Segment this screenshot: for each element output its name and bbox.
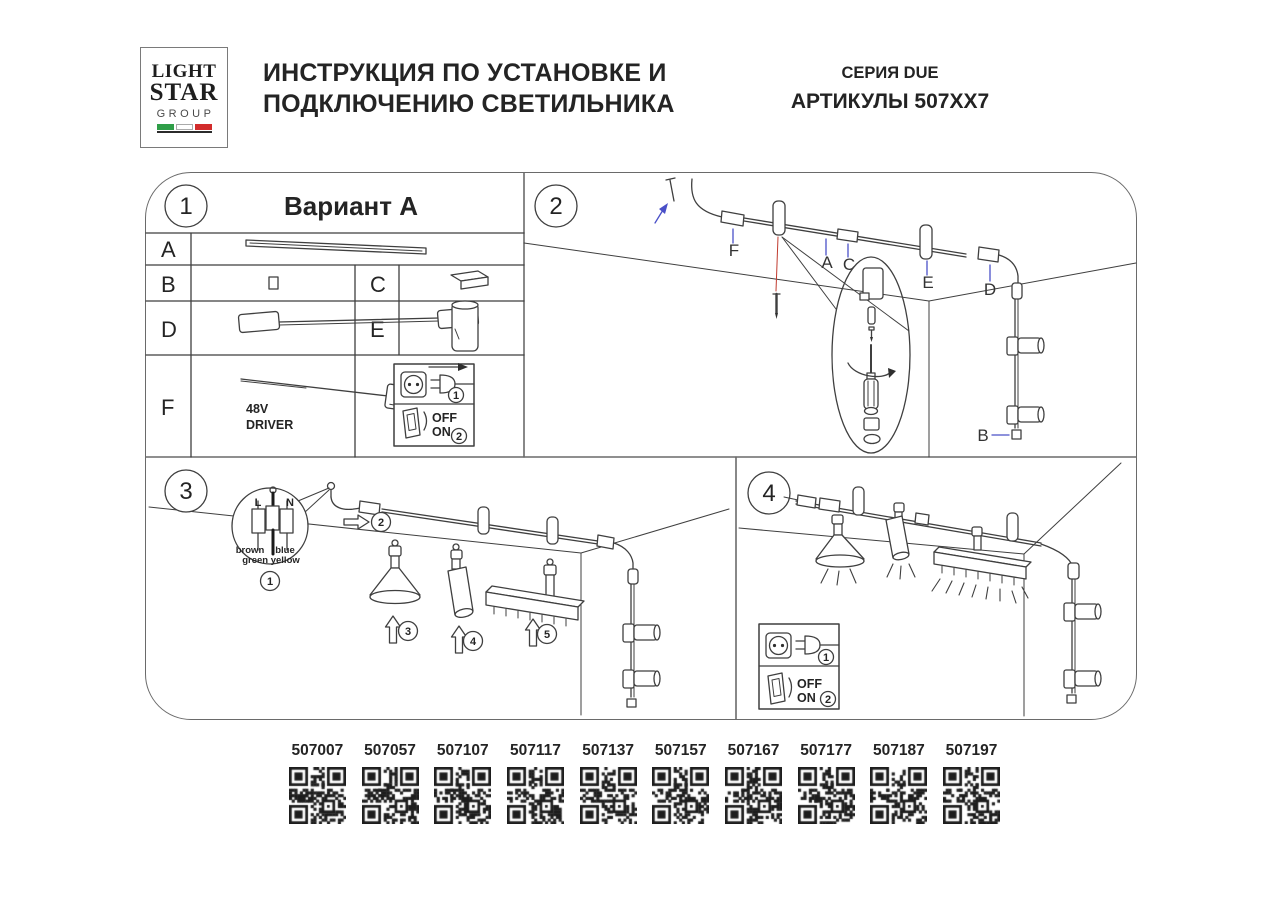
ceiling-hook-cable bbox=[328, 483, 361, 510]
cylinder-spot-installed bbox=[886, 503, 915, 579]
linear-lamp bbox=[486, 559, 584, 626]
qr-code bbox=[434, 767, 491, 824]
screwdriver-icon bbox=[864, 345, 878, 415]
part-d-flex-connector-drawing bbox=[238, 307, 478, 332]
wall-spot-1 bbox=[1007, 337, 1044, 355]
wire-green-yellow-label: green yellow bbox=[242, 555, 300, 566]
row-label-a: A bbox=[161, 237, 176, 262]
svg-text:4: 4 bbox=[469, 636, 477, 648]
article-number: 507157 bbox=[654, 742, 707, 759]
cone-lamp-installed bbox=[816, 515, 864, 585]
svg-text:2: 2 bbox=[824, 694, 832, 706]
wire-blue-label: blue bbox=[275, 545, 295, 556]
article-number: 507137 bbox=[582, 742, 634, 759]
screw-direction-arrow bbox=[655, 203, 668, 223]
articles-row bbox=[281, 742, 1008, 824]
article-number: 507117 bbox=[509, 742, 561, 759]
step-2-badge bbox=[535, 185, 577, 227]
svg-text:2: 2 bbox=[549, 193, 563, 220]
anchor-screw-callout bbox=[773, 237, 780, 319]
svg-text:1: 1 bbox=[266, 576, 274, 588]
article-item bbox=[863, 742, 936, 824]
row-label-c: C bbox=[370, 272, 386, 297]
qr-code bbox=[507, 767, 564, 824]
series-block bbox=[740, 64, 1040, 114]
light-rays bbox=[821, 569, 856, 585]
driver-name-label: DRIVER bbox=[246, 418, 294, 432]
qr-code bbox=[798, 767, 855, 824]
svg-text:2: 2 bbox=[377, 517, 385, 529]
series-articles: АРТИКУЛЫ 507XX7 bbox=[790, 90, 990, 113]
svg-text:4: 4 bbox=[762, 480, 776, 507]
lightstar-logo bbox=[140, 47, 228, 148]
article-item bbox=[426, 742, 499, 824]
article-item bbox=[572, 742, 645, 824]
row-label-b: B bbox=[161, 272, 176, 297]
slide-arrow bbox=[344, 515, 369, 529]
wall-track-assembly bbox=[623, 569, 660, 707]
flag-white-segment bbox=[176, 124, 193, 130]
part-b-endcap-drawing bbox=[269, 277, 278, 289]
panel-4-final-diagram bbox=[736, 457, 1136, 719]
wire-n-label: N bbox=[286, 497, 294, 509]
part-e-standoff-drawing bbox=[452, 301, 478, 351]
part-a-track-drawing bbox=[246, 240, 426, 254]
step-badge-3 bbox=[399, 622, 418, 641]
step-badge-switch bbox=[821, 692, 836, 707]
wall-track-assembly bbox=[1041, 544, 1101, 703]
part-c-connector-drawing bbox=[451, 271, 488, 289]
article-number: 507007 bbox=[291, 742, 344, 759]
svg-text:1: 1 bbox=[452, 390, 460, 402]
title-line-2: ПОДКЛЮЧЕНИЮ СВЕТИЛЬНИКА bbox=[263, 90, 675, 118]
label-a: A bbox=[821, 253, 833, 272]
title-line-1: ИНСТРУКЦИЯ ПО УСТАНОВКЕ И bbox=[263, 59, 667, 87]
article-item bbox=[790, 742, 863, 824]
label-f: F bbox=[728, 241, 740, 260]
track-assembly bbox=[784, 487, 1041, 546]
article-number: 507167 bbox=[727, 742, 780, 759]
qr-code bbox=[580, 767, 637, 824]
power-steps-box bbox=[394, 363, 474, 446]
qr-code bbox=[652, 767, 709, 824]
article-number: 507057 bbox=[364, 742, 416, 759]
light-rays bbox=[887, 564, 915, 579]
step-badge-plug bbox=[449, 388, 464, 403]
ceiling-screw bbox=[666, 178, 675, 201]
step-4-badge bbox=[748, 472, 790, 514]
row-label-e: E bbox=[370, 317, 385, 342]
mains-cable bbox=[692, 179, 722, 217]
panel-2-mounting-diagram bbox=[524, 173, 1136, 457]
wall-spot-2 bbox=[1007, 406, 1044, 424]
logo-text-light: LIGHT bbox=[151, 61, 217, 82]
label-b: B bbox=[977, 426, 989, 445]
qr-code bbox=[943, 767, 1000, 824]
label-d: D bbox=[983, 280, 997, 299]
label-c: C bbox=[842, 255, 856, 274]
power-steps-box bbox=[759, 624, 839, 709]
svg-text:2: 2 bbox=[455, 431, 463, 443]
article-number: 507177 bbox=[800, 742, 853, 759]
qr-code bbox=[362, 767, 419, 824]
svg-text:3: 3 bbox=[179, 478, 193, 505]
cone-lamp bbox=[370, 540, 420, 604]
step-badge-5 bbox=[538, 625, 557, 644]
track-assembly bbox=[359, 501, 633, 569]
label-e: E bbox=[922, 273, 934, 292]
wire-l-label: L bbox=[254, 497, 262, 509]
wall-spot-2 bbox=[623, 670, 660, 688]
switch-off-label: OFF bbox=[797, 677, 822, 691]
article-number: 507107 bbox=[436, 742, 489, 759]
step-badge-4 bbox=[464, 632, 483, 651]
wall-track-assembly bbox=[978, 247, 1044, 439]
flag-green-segment bbox=[157, 124, 174, 130]
step-3-badge bbox=[165, 470, 207, 512]
variant-title: Вариант А bbox=[284, 191, 418, 221]
qr-code bbox=[725, 767, 782, 824]
article-number: 507197 bbox=[945, 742, 998, 759]
switch-on-label: ON bbox=[432, 425, 451, 439]
step-badge-1 bbox=[261, 572, 280, 591]
svg-text:1: 1 bbox=[822, 652, 830, 664]
wall-spot-1 bbox=[623, 624, 660, 642]
flag-red-segment bbox=[195, 124, 212, 130]
svg-text:1: 1 bbox=[179, 193, 193, 220]
switch-off-label: OFF bbox=[432, 411, 457, 425]
driver-voltage-label: 48V bbox=[246, 402, 269, 416]
switch-on-label: ON bbox=[797, 691, 816, 705]
svg-text:5: 5 bbox=[543, 629, 551, 641]
ceiling-perspective-lines bbox=[524, 243, 1136, 457]
step-badge-2 bbox=[372, 513, 391, 532]
wire-brown-label: brown bbox=[235, 545, 265, 556]
wall-spot-2 bbox=[1064, 670, 1101, 688]
page-title bbox=[263, 58, 675, 120]
track-assembly bbox=[721, 201, 966, 259]
panel-1-parts-table bbox=[146, 173, 524, 457]
step-badge-plug bbox=[819, 650, 834, 665]
row-label-f: F bbox=[161, 395, 175, 420]
article-item bbox=[717, 742, 790, 824]
logo-text-group: GROUP bbox=[156, 108, 215, 120]
step-badge-switch bbox=[452, 429, 467, 444]
logo-text-star: STAR bbox=[149, 79, 219, 106]
cylinder-spot-lamp bbox=[448, 544, 474, 619]
diagram-frame bbox=[145, 172, 1137, 720]
qr-code bbox=[870, 767, 927, 824]
article-number: 507187 bbox=[872, 742, 925, 759]
svg-text:3: 3 bbox=[404, 626, 412, 638]
series-name: СЕРИЯ DUE bbox=[841, 64, 939, 82]
italian-flag-stripe bbox=[157, 124, 212, 133]
article-item bbox=[935, 742, 1008, 824]
panel-3-wiring-diagram bbox=[146, 457, 736, 719]
row-label-d: D bbox=[161, 317, 177, 342]
wall-spot-1 bbox=[1064, 603, 1101, 621]
article-item bbox=[644, 742, 717, 824]
article-item bbox=[354, 742, 427, 824]
article-item bbox=[281, 742, 354, 824]
article-item bbox=[499, 742, 572, 824]
step-1-badge bbox=[165, 185, 207, 227]
wire-detail-callout bbox=[232, 487, 329, 566]
qr-code bbox=[289, 767, 346, 824]
